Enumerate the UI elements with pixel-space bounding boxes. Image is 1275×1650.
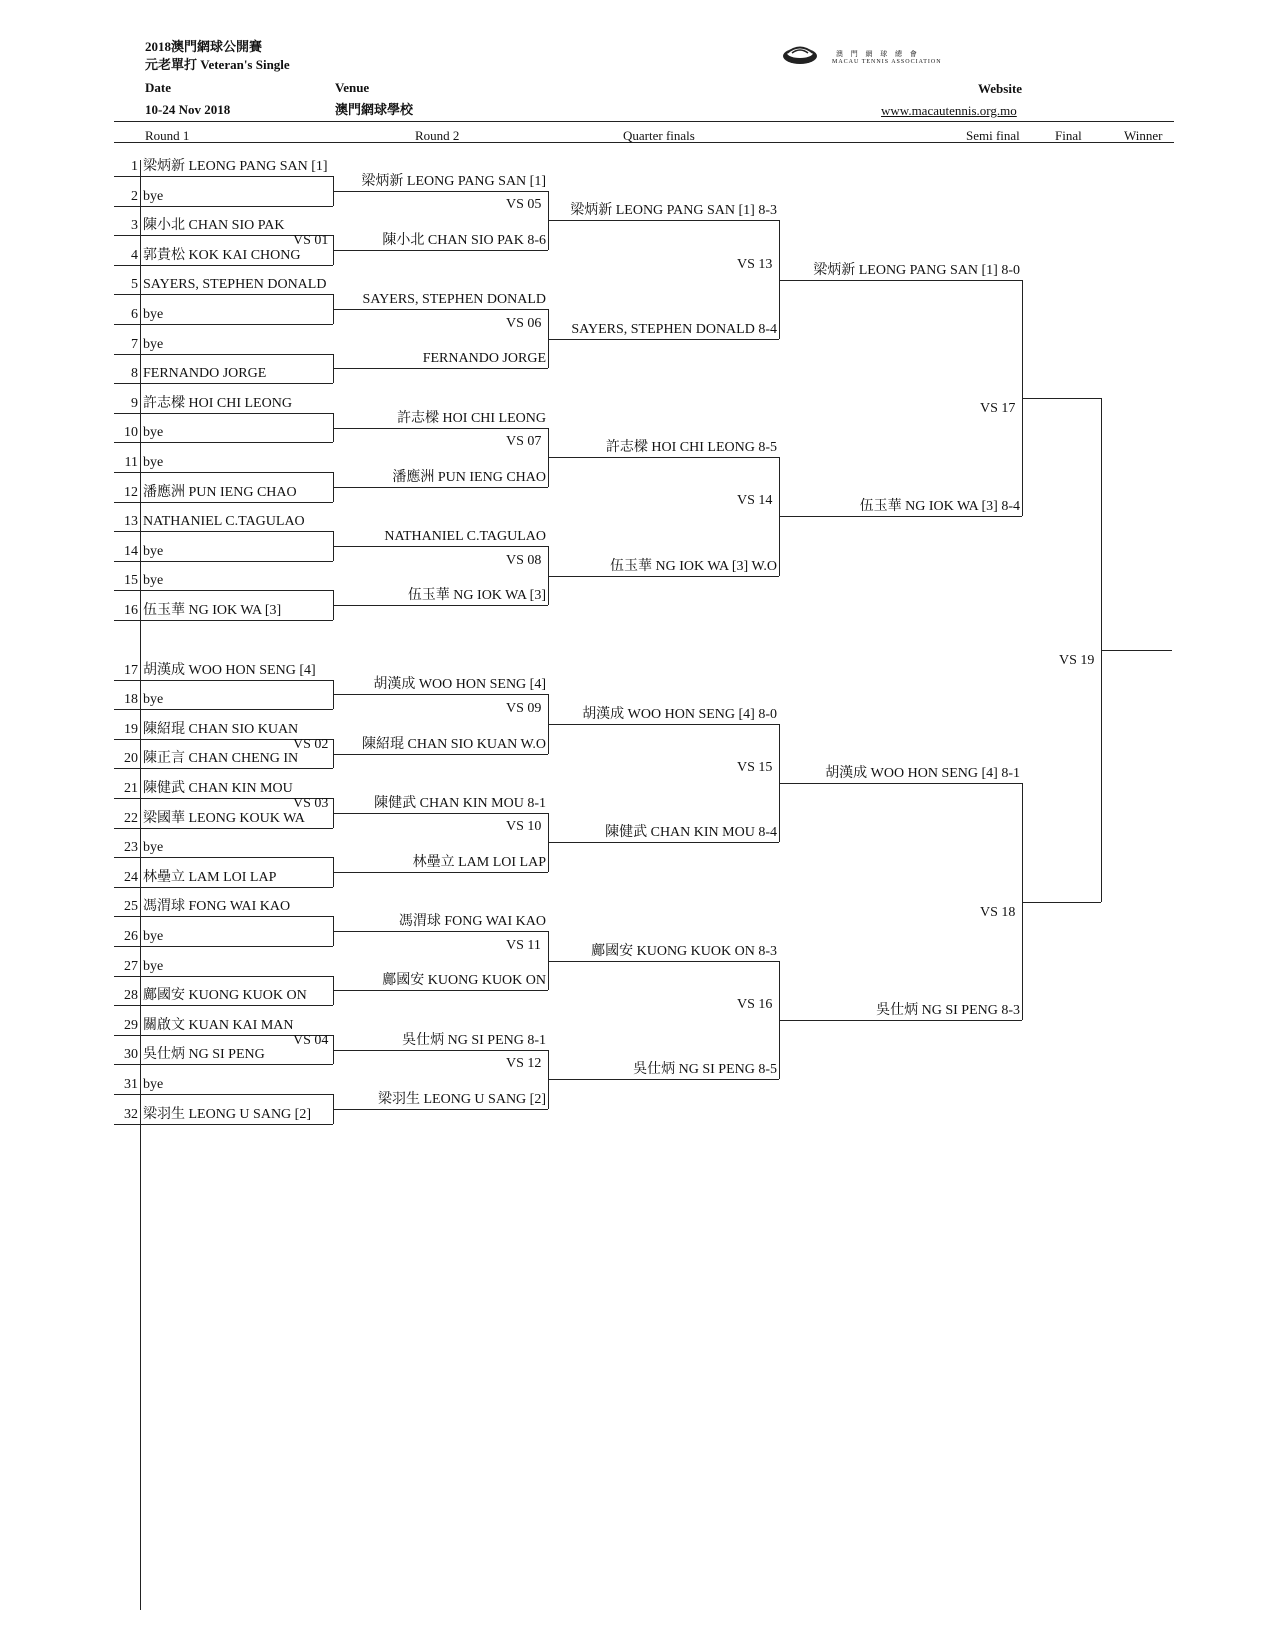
- round1-seed-number: 24: [124, 869, 138, 885]
- round1-line: [114, 976, 333, 977]
- round1-player-name: 吳仕炳 NG SI PENG: [143, 1047, 265, 1063]
- round1-line: [114, 887, 333, 888]
- quarter-winner-name: 伍玉華 NG IOK WA [3] W.O: [610, 558, 777, 574]
- round1-seed-number: 21: [124, 781, 138, 796]
- round1-player-name: 鄺國安 KUONG KUOK ON: [143, 988, 307, 1004]
- quarter-line: [548, 1079, 779, 1080]
- winner-line: [1101, 650, 1172, 651]
- round1-player-name: bye: [143, 692, 164, 708]
- round2-winner-name: 許志樑 HOI CHI LEONG: [397, 410, 546, 426]
- round2-line: [333, 1050, 548, 1051]
- round1-seed-number: 12: [124, 484, 138, 500]
- round1-seed-number: 3: [131, 218, 138, 234]
- round1-player-name: FERNANDO JORGE: [143, 366, 267, 382]
- round2-line: [333, 990, 548, 991]
- round1-player-name: 陳紹琨 CHAN SIO KUAN: [143, 721, 299, 737]
- website-link[interactable]: www.macautennis.org.mo: [881, 103, 1017, 118]
- round2-winner-name: 梁炳新 LEONG PANG SAN [1]: [361, 173, 546, 189]
- round2-winner-name: 陳健武 CHAN KIN MOU 8-1: [374, 795, 546, 811]
- round2-line: [333, 487, 548, 488]
- quarter-line: [548, 724, 779, 725]
- round1-match-vs: VS 03: [293, 795, 329, 811]
- quarter-winner-name: 吳仕炳 NG SI PENG 8-5: [633, 1062, 777, 1078]
- association-name: 澳 門 網 球 總 會: [836, 50, 920, 58]
- round2-line: [333, 309, 548, 310]
- round1-line: [114, 531, 333, 532]
- quarter-winner-name: SAYERS, STEPHEN DONALD 8-4: [571, 321, 777, 337]
- round1-player-name: 梁國華 LEONG KOUK WA: [143, 810, 305, 826]
- round1-player-name: 梁羽生 LEONG U SANG [2]: [143, 1106, 311, 1122]
- association-name-en: MACAU TENNIS ASSOCIATION: [832, 59, 942, 65]
- round1-seed-number: 8: [131, 366, 138, 382]
- round2-match-vs: VS 05: [506, 197, 542, 213]
- round1-line: [114, 680, 333, 681]
- semi-line: [779, 516, 1022, 517]
- col-final: Final: [1055, 128, 1082, 143]
- round1-player-name: bye: [143, 425, 164, 441]
- semi-line: [779, 783, 1022, 784]
- final-line: [1022, 902, 1101, 903]
- venue-value: 澳門網球學校: [335, 102, 414, 117]
- final-line: [1022, 398, 1101, 399]
- round2-line: [333, 191, 548, 192]
- round1-match-vs: VS 02: [293, 736, 329, 752]
- round2-line: [333, 754, 548, 755]
- round2-match-vs: VS 06: [506, 315, 542, 331]
- round2-line: [333, 605, 548, 606]
- semi-line: [779, 280, 1022, 281]
- category-title: 元老單打 Veteran's Single: [145, 57, 290, 72]
- round2-match-vs: VS 09: [506, 701, 542, 716]
- round1-match-vs: VS 04: [293, 1032, 329, 1048]
- round1-seed-number: 30: [124, 1047, 138, 1063]
- round1-player-name: 潘應洲 PUN IENG CHAO: [143, 484, 297, 500]
- round2-winner-name: 梁羽生 LEONG U SANG [2]: [378, 1091, 546, 1107]
- round2-winner-name: 林壘立 LAM LOI LAP: [412, 855, 546, 870]
- round1-player-name: bye: [143, 455, 164, 470]
- round1-seed-number: 10: [124, 425, 138, 441]
- round1-player-name: bye: [143, 336, 164, 352]
- round1-line: [114, 176, 333, 177]
- round1-seed-number: 9: [131, 395, 138, 411]
- round2-winner-name: 潘應洲 PUN IENG CHAO: [392, 469, 546, 485]
- round2-winner-name: 陳紹琨 CHAN SIO KUAN W.O: [362, 736, 546, 752]
- round1-line: [114, 768, 333, 769]
- round1-seed-number: 32: [124, 1106, 138, 1122]
- quarter-winner-name: 胡漢成 WOO HON SENG [4] 8-0: [582, 707, 777, 722]
- quarter-winner-name: 梁炳新 LEONG PANG SAN [1] 8-3: [570, 203, 777, 219]
- round1-seed-number: 28: [124, 988, 138, 1004]
- semi-winner-name: 梁炳新 LEONG PANG SAN [1] 8-0: [813, 262, 1020, 278]
- col-round1: Round 1: [145, 128, 190, 143]
- final-match-vs: VS 19: [1059, 652, 1095, 668]
- round1-player-name: 伍玉華 NG IOK WA [3]: [143, 603, 282, 618]
- round2-line: [333, 1109, 548, 1110]
- round1-seed-number: 31: [124, 1077, 138, 1092]
- round1-seed-number: 11: [124, 455, 138, 470]
- website-label: Website: [978, 81, 1023, 96]
- date-label: Date: [145, 80, 171, 95]
- round1-line: [114, 413, 333, 414]
- round1-line: [114, 442, 333, 443]
- round1-player-name: bye: [143, 543, 164, 559]
- round1-seed-number: 23: [124, 840, 138, 856]
- round2-line: [333, 546, 548, 547]
- round2-line: [333, 694, 548, 695]
- round1-seed-number: 22: [124, 810, 138, 826]
- round1-player-name: bye: [143, 573, 164, 589]
- round2-winner-name: SAYERS, STEPHEN DONALD: [362, 292, 546, 308]
- quarter-line: [548, 339, 779, 340]
- round2-match-vs: VS 07: [506, 434, 542, 450]
- round1-seed-number: 26: [124, 929, 138, 944]
- round1-player-name: 關啟文 KUAN KAI MAN: [143, 1017, 294, 1033]
- quarter-line: [548, 961, 779, 962]
- semi-winner-name: 吳仕炳 NG SI PENG 8-3: [876, 1003, 1020, 1018]
- quarter-line: [548, 576, 779, 577]
- col-round2: Round 2: [415, 128, 460, 143]
- round1-line: [114, 294, 333, 295]
- round1-player-name: bye: [143, 188, 164, 204]
- round1-player-name: NATHANIEL C.TAGULAO: [143, 514, 305, 530]
- round2-winner-name: 吳仕炳 NG SI PENG 8-1: [402, 1032, 546, 1048]
- round1-line: [114, 1094, 333, 1095]
- col-quarter: Quarter finals: [623, 128, 695, 143]
- round1-player-name: SAYERS, STEPHEN DONALD: [143, 277, 327, 293]
- round1-line: [114, 916, 333, 917]
- round1-line: [114, 1005, 333, 1006]
- round1-line: [114, 206, 333, 207]
- round1-line: [114, 1064, 333, 1065]
- round1-line: [114, 946, 333, 947]
- round1-seed-number: 18: [124, 692, 138, 708]
- semi-winner-name: 伍玉華 NG IOK WA [3] 8-4: [859, 499, 1020, 515]
- round1-player-name: 許志樑 HOI CHI LEONG: [143, 395, 292, 411]
- round1-seed-number: 4: [131, 247, 138, 263]
- round2-winner-name: 馮渭球 FONG WAI KAO: [398, 914, 546, 930]
- round1-seed-number: 13: [124, 514, 138, 530]
- round2-winner-name: 陳小北 CHAN SIO PAK 8-6: [382, 233, 546, 248]
- round1-line: [114, 1124, 333, 1125]
- quarter-line: [548, 220, 779, 221]
- round1-line: [114, 709, 333, 710]
- round1-line: [114, 561, 333, 562]
- round1-match-vs: VS 01: [293, 233, 329, 248]
- round1-seed-number: 5: [131, 277, 138, 293]
- round1-seed-number: 1: [131, 159, 138, 174]
- round1-seed-number: 16: [124, 603, 138, 618]
- round1-player-name: 陳正言 CHAN CHENG IN: [143, 751, 299, 767]
- round2-match-vs: VS 08: [506, 552, 542, 568]
- round1-player-name: bye: [143, 840, 164, 856]
- round1-line: [114, 383, 333, 384]
- round1-player-name: 郭貴松 KOK KAI CHONG: [143, 247, 301, 263]
- round2-line: [333, 872, 548, 873]
- round2-line: [333, 250, 548, 251]
- semi-line: [779, 1020, 1022, 1021]
- header-rule-top: [114, 121, 1174, 122]
- round1-line: [114, 502, 333, 503]
- round1-player-name: 馮渭球 FONG WAI KAO: [143, 899, 291, 915]
- round1-number-divider: [140, 160, 141, 1610]
- quarter-line: [548, 842, 779, 843]
- round2-winner-name: FERNANDO JORGE: [422, 351, 546, 367]
- quarter-match-vs: VS 16: [737, 997, 773, 1012]
- round2-match-vs: VS 11: [506, 937, 541, 953]
- round2-line: [333, 813, 548, 814]
- round1-player-name: bye: [143, 307, 164, 322]
- date-value: 10-24 Nov 2018: [145, 102, 231, 117]
- round2-line: [333, 931, 548, 932]
- round1-player-name: bye: [143, 958, 164, 974]
- round2-winner-name: NATHANIEL C.TAGULAO: [384, 529, 546, 544]
- round1-player-name: 陳小北 CHAN SIO PAK: [143, 218, 285, 234]
- association-logo-icon: [782, 44, 818, 66]
- round2-match-vs: VS 10: [506, 819, 542, 835]
- round1-line: [114, 472, 333, 473]
- round1-line: [114, 354, 333, 355]
- round1-seed-number: 27: [124, 958, 138, 974]
- quarter-line: [548, 457, 779, 458]
- round2-winner-name: 胡漢成 WOO HON SENG [4]: [373, 677, 546, 693]
- round1-seed-number: 20: [124, 751, 138, 767]
- round1-seed-number: 17: [124, 662, 138, 678]
- venue-label: Venue: [335, 80, 370, 95]
- round1-seed-number: 15: [124, 573, 138, 589]
- round1-line: [114, 828, 333, 829]
- quarter-match-vs: VS 14: [737, 493, 773, 509]
- round1-seed-number: 2: [131, 188, 138, 204]
- round1-seed-number: 14: [124, 543, 138, 559]
- semi-match-vs: VS 18: [980, 904, 1016, 920]
- round1-player-name: bye: [143, 929, 164, 944]
- round2-winner-name: 伍玉華 NG IOK WA [3]: [407, 588, 546, 604]
- round1-seed-number: 6: [131, 307, 138, 322]
- round1-player-name: 林壘立 LAM LOI LAP: [143, 869, 277, 885]
- round1-seed-number: 7: [131, 336, 138, 352]
- round1-seed-number: 25: [124, 899, 138, 915]
- col-winner: Winner: [1124, 128, 1163, 143]
- round2-line: [333, 368, 548, 369]
- round1-player-name: 胡漢成 WOO HON SENG [4]: [143, 662, 316, 678]
- round1-line: [114, 324, 333, 325]
- semi-match-vs: VS 17: [980, 401, 1016, 416]
- round1-seed-number: 29: [124, 1017, 138, 1033]
- quarter-winner-name: 陳健武 CHAN KIN MOU 8-4: [605, 825, 777, 841]
- round1-player-name: 陳健武 CHAN KIN MOU: [143, 781, 293, 796]
- col-semi: Semi final: [966, 128, 1020, 143]
- round2-winner-name: 鄺國安 KUONG KUOK ON: [382, 973, 546, 989]
- round1-line: [114, 620, 333, 621]
- round1-line: [114, 857, 333, 858]
- quarter-winner-name: 鄺國安 KUONG KUOK ON 8-3: [591, 943, 777, 959]
- round1-line: [114, 265, 333, 266]
- quarter-match-vs: VS 13: [737, 256, 773, 272]
- semi-winner-name: 胡漢成 WOO HON SENG [4] 8-1: [825, 766, 1020, 782]
- round2-match-vs: VS 12: [506, 1056, 542, 1072]
- event-title: 2018澳門網球公開賽: [145, 39, 263, 54]
- round2-line: [333, 428, 548, 429]
- quarter-match-vs: VS 15: [737, 760, 773, 776]
- quarter-winner-name: 許志樑 HOI CHI LEONG 8-5: [605, 440, 777, 456]
- round1-player-name: bye: [143, 1077, 164, 1092]
- round1-seed-number: 19: [124, 721, 138, 737]
- round1-line: [114, 590, 333, 591]
- round1-player-name: 梁炳新 LEONG PANG SAN [1]: [143, 159, 328, 174]
